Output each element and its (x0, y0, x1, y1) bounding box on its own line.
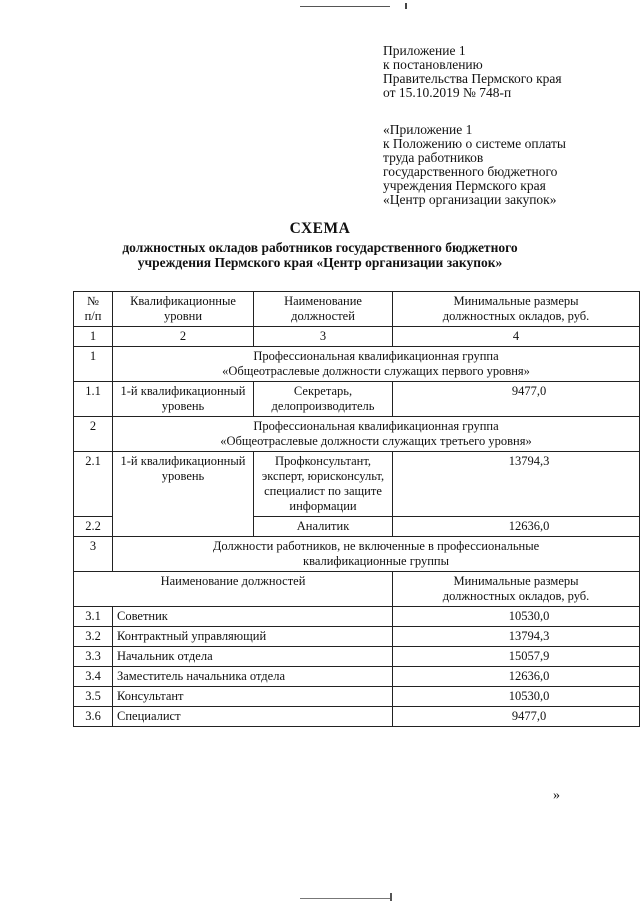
row-position: Секретарь, делопроизводитель (254, 382, 393, 417)
header-num: № п/п (74, 292, 113, 327)
subheader-salary: Минимальные размеры должностных окладов, руб. (393, 572, 640, 607)
header-position: Наименование должностей (254, 292, 393, 327)
row-num: 3.5 (74, 687, 113, 707)
subtitle-line: учреждения Пермского края «Центр организации закупок» (137, 255, 503, 270)
row-num: 3.2 (74, 627, 113, 647)
row-position: Специалист (113, 707, 393, 727)
row-salary: 13794,3 (393, 627, 640, 647)
row-position: Профконсультант, эксперт, юрисконсульт, специалист по защите информации (254, 452, 393, 517)
table-header-row (74, 292, 640, 327)
table-column-numbers-row (74, 327, 640, 347)
row-level: 1-й квалификационный уровень (113, 382, 254, 417)
annex-inner-line: к Положению о системе оплаты (383, 136, 566, 151)
table-group-row (74, 417, 640, 452)
annex-reference (383, 44, 562, 100)
annex-line: к постановлению (383, 57, 483, 72)
bottom-scan-line (300, 898, 390, 899)
row-level: 1-й квалификационный уровень (113, 452, 254, 537)
row-salary: 12636,0 (393, 517, 640, 537)
annex-inner-line: государственного бюджетного (383, 164, 558, 179)
closing-quote: » (553, 788, 560, 803)
annex-inner-line: «Приложение 1 (383, 122, 473, 137)
row-salary: 10530,0 (393, 607, 640, 627)
row-num: 1.1 (74, 382, 113, 417)
row-salary: 12636,0 (393, 667, 640, 687)
row-num: 2.1 (74, 452, 113, 517)
annex-inner-reference (383, 123, 566, 207)
annex-line: Приложение 1 (383, 43, 466, 58)
group-title: Должности работников, не включенные в профессиональные квалификационные группы (113, 537, 640, 572)
table-row (74, 667, 640, 687)
row-position: Советник (113, 607, 393, 627)
table-row (74, 627, 640, 647)
row-num: 2.2 (74, 517, 113, 537)
group-num: 1 (74, 347, 113, 382)
subtitle-line: должностных окладов работников государственного бюджетного (122, 240, 518, 255)
row-salary: 9477,0 (393, 707, 640, 727)
table-group-row (74, 347, 640, 382)
row-position: Консультант (113, 687, 393, 707)
group-title: Профессиональная квалификационная группа «Общеотраслевые должности служащих третьего уровня» (113, 417, 640, 452)
annex-inner-line: «Центр организации закупок» (383, 192, 557, 207)
group-title: Профессиональная квалификационная группа «Общеотраслевые должности служащих первого уровня» (113, 347, 640, 382)
column-number: 4 (393, 327, 640, 347)
column-number: 3 (254, 327, 393, 347)
row-position: Аналитик (254, 517, 393, 537)
annex-line: Правительства Пермского края (383, 71, 562, 86)
column-number: 1 (74, 327, 113, 347)
document-subtitle (0, 240, 640, 270)
row-salary: 15057,9 (393, 647, 640, 667)
row-num: 3.6 (74, 707, 113, 727)
document-title: СХЕМА (289, 220, 351, 237)
header-level: Квалификационные уровни (113, 292, 254, 327)
table-group-row (74, 537, 640, 572)
row-salary: 13794,3 (393, 452, 640, 517)
table-row (74, 382, 640, 417)
row-salary: 9477,0 (393, 382, 640, 417)
top-scan-mark (405, 3, 407, 9)
annex-line: от 15.10.2019 № 748-п (383, 85, 512, 100)
row-num: 3.4 (74, 667, 113, 687)
table-subheader-row (74, 572, 640, 607)
row-position: Заместитель начальника отдела (113, 667, 393, 687)
subheader-position: Наименование должностей (74, 572, 393, 607)
table-row (74, 452, 640, 517)
annex-inner-line: учреждения Пермского края (383, 178, 546, 193)
column-number: 2 (113, 327, 254, 347)
table-row (74, 607, 640, 627)
annex-inner-line: труда работников (383, 150, 484, 165)
row-position: Начальник отдела (113, 647, 393, 667)
row-num: 3.1 (74, 607, 113, 627)
row-salary: 10530,0 (393, 687, 640, 707)
top-scan-line (300, 6, 390, 7)
salary-scheme-table (73, 291, 640, 727)
row-num: 3.3 (74, 647, 113, 667)
bottom-scan-mark (390, 893, 392, 901)
group-num: 3 (74, 537, 113, 572)
row-position: Контрактный управляющий (113, 627, 393, 647)
header-salary: Минимальные размеры должностных окладов, руб. (393, 292, 640, 327)
table-row (74, 647, 640, 667)
group-num: 2 (74, 417, 113, 452)
table-row (74, 687, 640, 707)
table-row (74, 707, 640, 727)
